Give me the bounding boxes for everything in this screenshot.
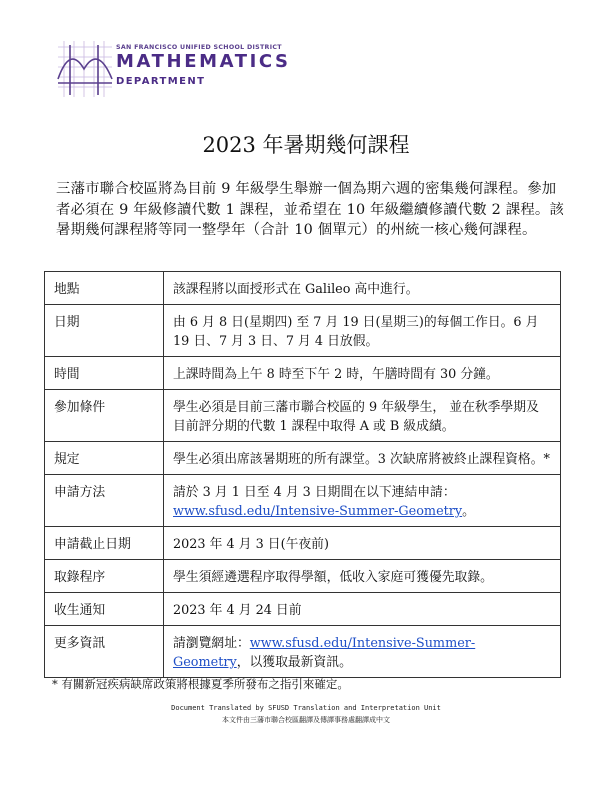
footnote: * 有關新冠疾病缺席政策將根據夏季所發布之指引來確定。	[52, 677, 349, 691]
row-label: 更多資訊	[45, 626, 164, 678]
department-label: DEPARTMENT	[116, 76, 206, 87]
credit-chinese: 本文件由三藩市聯合校區翻譯及傳譯事務處翻譯成中文	[222, 716, 390, 724]
row-label: 收生通知	[45, 593, 164, 626]
golden-gate-bridge-graph-icon	[56, 39, 114, 101]
district-name: SAN FRANCISCO UNIFIED SCHOOL DISTRICT	[116, 44, 282, 51]
district-logo	[56, 39, 296, 101]
table-row	[45, 626, 561, 678]
row-label: 取錄程序	[45, 560, 164, 593]
application-link[interactable]: www.sfusd.edu/Intensive-Summer-Geometry	[173, 504, 463, 519]
row-value: 學生必須出席該暑期班的所有課堂。3 次缺席將被終止課程資格。*	[164, 442, 561, 475]
row-value: 2023 年 4 月 3 日(午夜前)	[164, 527, 561, 560]
row-label: 申請截止日期	[45, 527, 164, 560]
row-value: 學生須經遴選程序取得學額，低收入家庭可獲優先取錄。	[164, 560, 561, 593]
department-name: MATHEMATICS	[116, 51, 291, 72]
translation-credit	[0, 702, 612, 726]
table-row	[45, 475, 561, 527]
row-label: 地點	[45, 272, 164, 305]
page-title: 2023 年暑期幾何課程	[202, 133, 410, 157]
table-row	[45, 390, 561, 442]
row-value: 由 6 月 8 日(星期四) 至 7 月 19 日(星期三)的每個工作日。6 月 19 日、7 月 3 日、7 月 4 日放假。	[164, 305, 561, 357]
table-row	[45, 527, 561, 560]
credit-english: Document Translated by SFUSD Translation and Interpretation Unit	[171, 704, 441, 712]
row-label: 日期	[45, 305, 164, 357]
row-value	[164, 626, 561, 678]
row-label: 申請方法	[45, 475, 164, 527]
apply-instructions: 請於 3 月 1 日至 4 月 3 日期間在以下連結申請：	[173, 485, 456, 500]
more-info-suffix: ，以獲取最新資訊。	[236, 655, 352, 670]
table-row	[45, 272, 561, 305]
row-value: 上課時間為上午 8 時至下午 2 時，午膳時間有 30 分鐘。	[164, 357, 561, 390]
row-value: 2023 年 4 月 24 日前	[164, 593, 561, 626]
row-value	[164, 475, 561, 527]
row-label: 參加條件	[45, 390, 164, 442]
row-label: 時間	[45, 357, 164, 390]
intro-paragraph: 三藩市聯合校區將為目前 9 年級學生舉辦一個為期六週的密集幾何課程。參加者必須在 9 年級修讀代數 1 課程，並希望在 10 年級繼續修讀代數 2 課程。該暑期幾何課程將等同一整學年（合計 10 個單元）的州統一核心幾何課程。	[56, 181, 565, 238]
table-row	[45, 593, 561, 626]
table-row	[45, 305, 561, 357]
program-info-table	[44, 271, 561, 678]
row-value: 學生必須是目前三藩市聯合校區的 9 年級學生， 並在秋季學期及目前評分期的代數 1 課程中取得 A 或 B 級成績。	[164, 390, 561, 442]
table-row	[45, 357, 561, 390]
more-info-prefix: 請瀏覽網址：	[173, 636, 250, 651]
more-info-link[interactable]: www.sfusd.edu/Intensive-Summer-Geometry	[173, 636, 476, 670]
row-value: 該課程將以面授形式在 Galileo 高中進行。	[164, 272, 561, 305]
apply-suffix: 。	[462, 504, 475, 519]
table-row	[45, 442, 561, 475]
row-label: 規定	[45, 442, 164, 475]
table-row	[45, 560, 561, 593]
